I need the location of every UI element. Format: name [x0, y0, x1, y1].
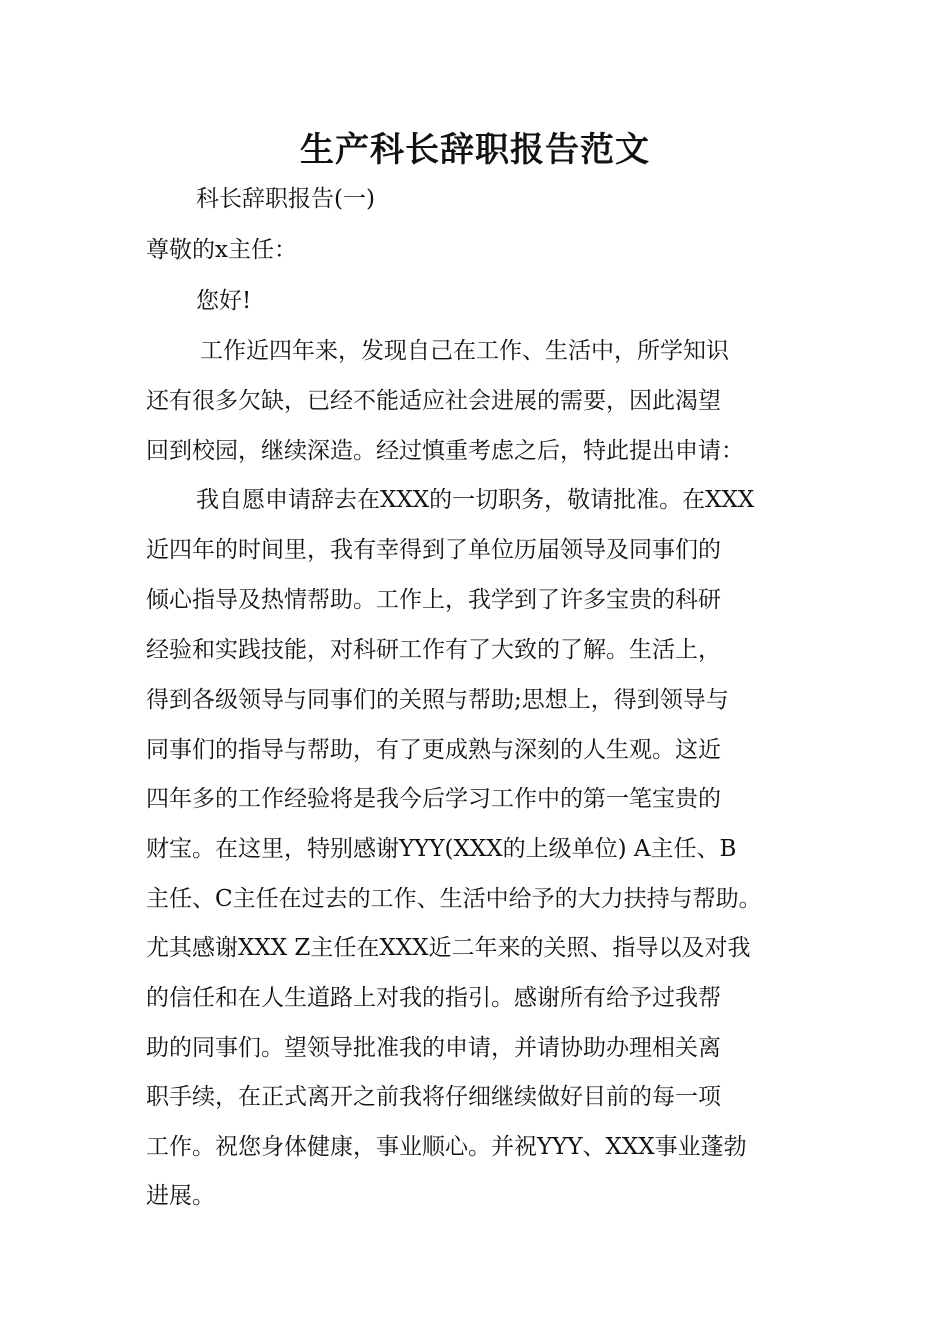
paragraph-line: 主任、C主任在过去的工作、生活中给予的大力扶持与帮助。: [146, 886, 762, 912]
paragraph-line: 倾心指导及热情帮助。工作上，我学到了许多宝贵的科研: [146, 587, 721, 613]
paragraph-line: 进展。: [146, 1183, 215, 1209]
paragraph-line: 还有很多欠缺，已经不能适应社会进展的需要，因此渴望: [146, 388, 721, 414]
greeting: 您好!: [196, 288, 252, 314]
paragraph-line: 的信任和在人生道路上对我的指引。感谢所有给予过我帮: [146, 985, 721, 1011]
salutation: 尊敬的x主任：: [146, 237, 297, 263]
paragraph-line: 工作。祝您身体健康，事业顺心。并祝YYY、XXX事业蓬勃: [146, 1134, 747, 1160]
paragraph-line: 回到校园，继续深造。经过慎重考虑之后，特此提出申请：: [146, 438, 744, 464]
paragraph-line: 近四年的时间里，我有幸得到了单位历届领导及同事们的: [146, 537, 721, 563]
subtitle: 科长辞职报告(一): [196, 186, 375, 212]
paragraph-line: 同事们的指导与帮助，有了更成熟与深刻的人生观。这近: [146, 737, 721, 763]
paragraph-line: 助的同事们。望领导批准我的申请，并请协助办理相关离: [146, 1035, 721, 1061]
paragraph-line: 财宝。在这里，特别感谢YYY(XXX的上级单位) A主任、B: [146, 836, 737, 862]
document-title: 生产科长辞职报告范文: [300, 130, 650, 170]
paragraph-line: 四年多的工作经验将是我今后学习工作中的第一笔宝贵的: [146, 786, 721, 812]
paragraph-line: 我自愿申请辞去在XXX的一切职务，敬请批准。在XXX: [196, 487, 755, 513]
paragraph-line: 职手续，在正式离开之前我将仔细继续做好目前的每一项: [146, 1084, 721, 1110]
paragraph-line: 得到各级领导与同事们的关照与帮助;思想上，得到领导与: [146, 687, 729, 713]
paragraph-line: 经验和实践技能，对科研工作有了大致的了解。生活上，: [146, 637, 721, 663]
paragraph-line: 工作近四年来，发现自己在工作、生活中，所学知识: [200, 338, 729, 364]
paragraph-line: 尤其感谢XXX Z主任在XXX近二年来的关照、指导以及对我: [146, 935, 751, 961]
